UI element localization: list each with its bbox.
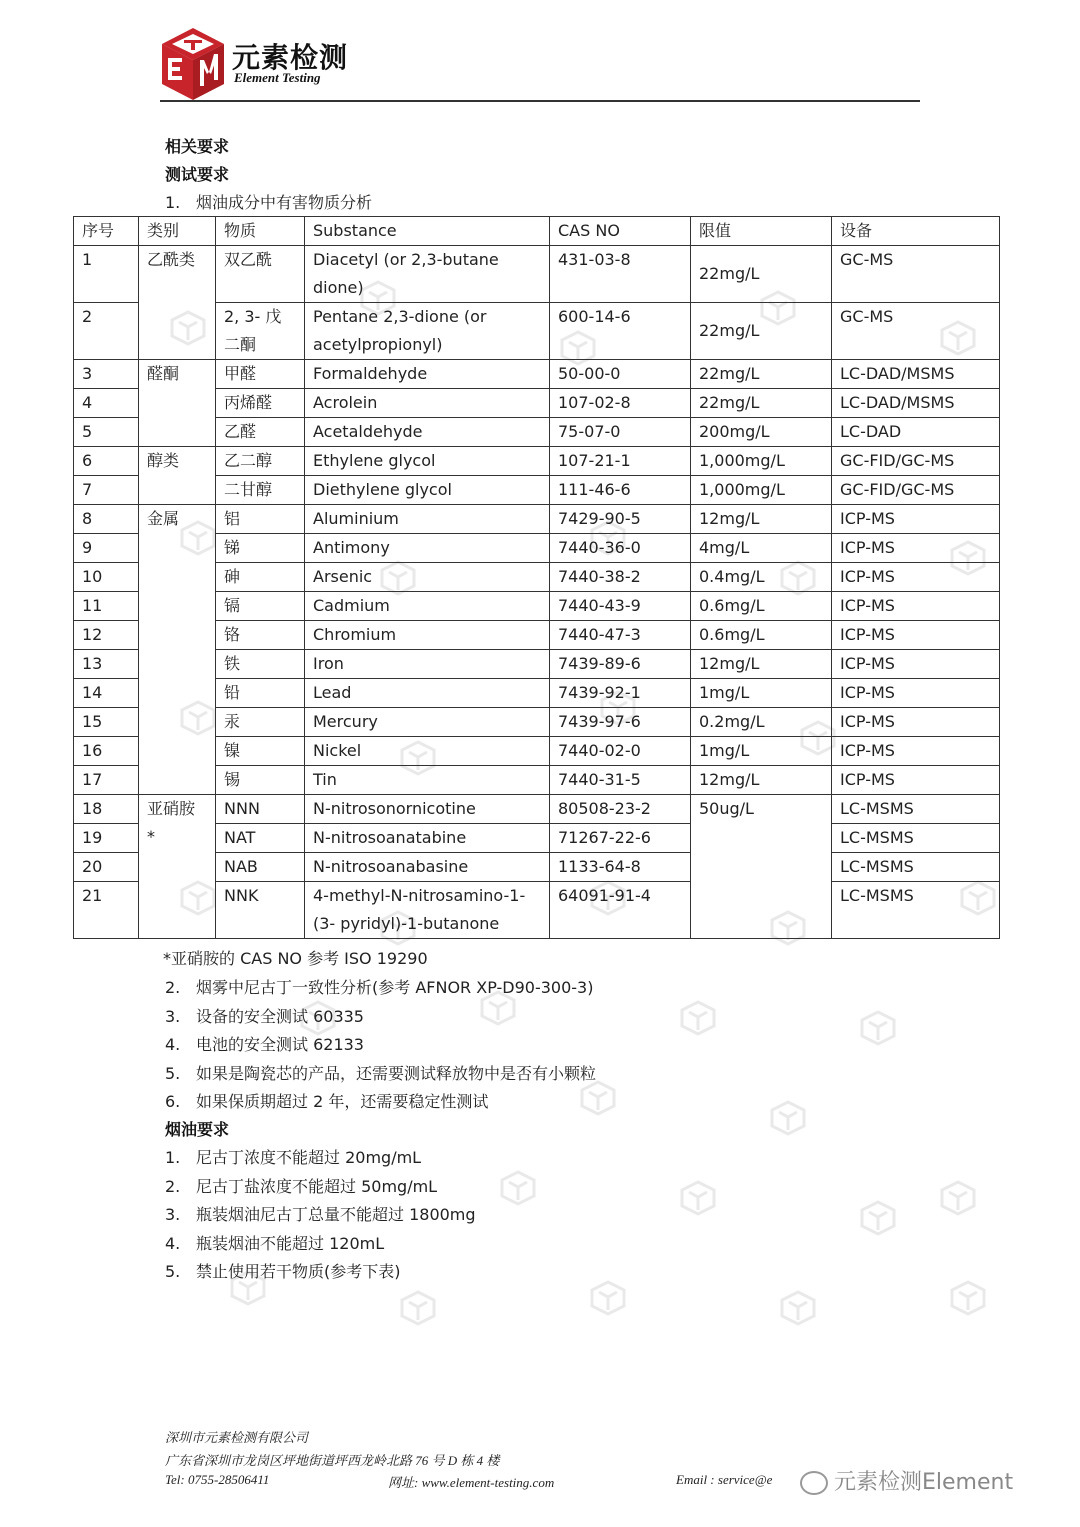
cell-substance-cn: NNK xyxy=(216,882,305,939)
watermark-logo-icon xyxy=(780,1290,816,1326)
test-item-num: 5. xyxy=(165,1063,181,1083)
cell-substance-cn: 锑 xyxy=(216,534,305,563)
cell-cas: 1133-64-8 xyxy=(550,853,691,882)
test-item-text: 烟雾中尼古丁一致性分析(参考 AFNOR XP-D90-300-3) xyxy=(196,978,594,997)
cell-substance-cn: 铅 xyxy=(216,679,305,708)
cell-substance-cn: 铬 xyxy=(216,621,305,650)
cell-equipment: LC-MSMS xyxy=(832,824,1000,853)
cell-substance-cn: 乙二醇 xyxy=(216,447,305,476)
col-header: Substance xyxy=(305,217,550,246)
cell-equipment: ICP-MS xyxy=(832,592,1000,621)
cell-substance-en: N-nitrosoanabasine xyxy=(305,853,550,882)
cell-no: 13 xyxy=(74,650,139,679)
cell-equipment: LC-DAD/MSMS xyxy=(832,360,1000,389)
cell-no: 12 xyxy=(74,621,139,650)
cell-limit: 1mg/L xyxy=(691,679,832,708)
table-row xyxy=(74,246,1000,303)
test-item-num: 2. xyxy=(165,978,181,997)
cell-no: 8 xyxy=(74,505,139,534)
cell-substance-en: Chromium xyxy=(305,621,550,650)
test-item xyxy=(165,1089,488,1112)
cell-limit: 22mg/L xyxy=(691,246,832,303)
cell-substance-en: Aluminium xyxy=(305,505,550,534)
cell-substance-cn: 乙醛 xyxy=(216,418,305,447)
footer-company: 深圳市元素检测有限公司 xyxy=(165,1430,309,1445)
cell-substance-cn: 汞 xyxy=(216,708,305,737)
watermark-logo-icon xyxy=(590,1280,626,1316)
cell-cas: 7440-43-9 xyxy=(550,592,691,621)
oil-item-text: 尼古丁盐浓度不能超过 50mg/mL xyxy=(196,1176,438,1196)
table-row xyxy=(74,447,1000,476)
cell-equipment: LC-MSMS xyxy=(832,795,1000,824)
category-footnote-mark: * xyxy=(147,827,155,846)
col-header: 物质 xyxy=(216,217,305,246)
watermark-logo-icon xyxy=(680,1000,716,1036)
cell-cas: 7440-02-0 xyxy=(550,737,691,766)
watermark-logo-icon xyxy=(940,1180,976,1216)
heading-testing: 测试要求 xyxy=(165,165,230,184)
cell-cas: 64091-91-4 xyxy=(550,882,691,939)
cell-equipment: LC-MSMS xyxy=(832,882,1000,939)
cell-substance-en: Cadmium xyxy=(305,592,550,621)
cell-equipment: ICP-MS xyxy=(832,679,1000,708)
cell-limit: 22mg/L xyxy=(691,389,832,418)
col-header: 序号 xyxy=(74,217,139,246)
cell-equipment: GC-FID/GC-MS xyxy=(832,476,1000,505)
cell-no: 3 xyxy=(74,360,139,389)
cell-equipment: LC-DAD/MSMS xyxy=(832,389,1000,418)
cell-limit: 1mg/L xyxy=(691,737,832,766)
col-header: 设备 xyxy=(832,217,1000,246)
cell-no: 20 xyxy=(74,853,139,882)
cell-substance-cn: NAT xyxy=(216,824,305,853)
cell-limit: 12mg/L xyxy=(691,505,832,534)
cell-substance-cn: 锡 xyxy=(216,766,305,795)
cell-substance-en: Nickel xyxy=(305,737,550,766)
cell-equipment: ICP-MS xyxy=(832,534,1000,563)
cell-substance-cn: NAB xyxy=(216,853,305,882)
cell-category: 醇类 xyxy=(139,447,216,505)
cell-limit: 0.2mg/L xyxy=(691,708,832,737)
cell-category: 醛酮 xyxy=(139,360,216,447)
test-item-text: 如果保质期超过 2 年，还需要稳定性测试 xyxy=(196,1092,489,1111)
cell-cas: 50-00-0 xyxy=(550,360,691,389)
cell-cas: 107-21-1 xyxy=(550,447,691,476)
col-header: CAS NO xyxy=(550,217,691,246)
cell-substance-en: Antimony xyxy=(305,534,550,563)
test-item-text: 如果是陶瓷芯的产品，还需要测试释放物中是否有小颗粒 xyxy=(196,1063,597,1083)
footer-website: 网址: www.element-testing.com xyxy=(388,1475,555,1490)
cell-limit: 12mg/L xyxy=(691,766,832,795)
cell-cas: 7440-47-3 xyxy=(550,621,691,650)
oil-item-text: 瓶装烟油尼古丁总量不能超过 1800mg xyxy=(196,1205,476,1224)
cell-substance-cn: 甲醛 xyxy=(216,360,305,389)
oil-item xyxy=(165,1259,401,1282)
cell-cas: 7439-89-6 xyxy=(550,650,691,679)
cell-cas: 7429-90-5 xyxy=(550,505,691,534)
cell-substance-en: Formaldehyde xyxy=(305,360,550,389)
table-row xyxy=(74,795,1000,824)
cell-category: 金属 xyxy=(139,505,216,795)
oil-item xyxy=(165,1145,421,1168)
cell-no: 16 xyxy=(74,737,139,766)
cell-cas: 111-46-6 xyxy=(550,476,691,505)
test-item xyxy=(165,1004,364,1027)
cell-cas: 7439-97-6 xyxy=(550,708,691,737)
cell-cas: 7440-38-2 xyxy=(550,563,691,592)
header-divider xyxy=(160,100,920,102)
watermark-logo-icon xyxy=(500,1170,536,1206)
oil-item-text: 尼古丁浓度不能超过 20mg/mL xyxy=(196,1148,422,1167)
oil-item-text: 瓶装烟油不能超过 120mL xyxy=(196,1233,385,1253)
cell-substance-en: 4-methyl-N-nitrosamino-1-(3- pyridyl)-1-butanone xyxy=(305,882,550,939)
cell-category: 乙酰类 xyxy=(139,246,216,360)
table-row xyxy=(74,505,1000,534)
cell-no: 9 xyxy=(74,534,139,563)
cell-limit: 12mg/L xyxy=(691,650,832,679)
cell-cas: 107-02-8 xyxy=(550,389,691,418)
oil-item-num: 2. xyxy=(165,1176,181,1196)
footer-tel: Tel: 0755-28506411 xyxy=(165,1472,270,1487)
oil-item-text: 禁止使用若干物质(参考下表) xyxy=(196,1262,401,1281)
cell-equipment: ICP-MS xyxy=(832,766,1000,795)
wechat-label-text: 元素检测Element xyxy=(834,1470,1014,1495)
cell-substance-en: Arsenic xyxy=(305,563,550,592)
cell-equipment: ICP-MS xyxy=(832,621,1000,650)
brand-name-cn: 元素检测 xyxy=(232,41,349,74)
cell-no: 4 xyxy=(74,389,139,418)
watermark-logo-icon xyxy=(950,1280,986,1316)
cell-substance-en: N-nitrosonornicotine xyxy=(305,795,550,824)
category-label: 亚硝胺 xyxy=(147,799,196,818)
test-item-num: 4. xyxy=(165,1035,181,1054)
cell-equipment: LC-MSMS xyxy=(832,853,1000,882)
oil-item-num: 5. xyxy=(165,1262,181,1281)
oil-item-num: 1. xyxy=(165,1148,181,1167)
cell-limit: 1,000mg/L xyxy=(691,476,832,505)
oil-item-num: 3. xyxy=(165,1205,181,1224)
cell-equipment: ICP-MS xyxy=(832,563,1000,592)
cell-cas: 7440-36-0 xyxy=(550,534,691,563)
section1-num: 1. xyxy=(165,193,181,212)
cell-no: 2 xyxy=(74,303,139,360)
cell-substance-en: Tin xyxy=(305,766,550,795)
table-footnote: *亚硝胺的 CAS NO 参考 ISO 19290 xyxy=(163,949,428,968)
watermark-logo-icon xyxy=(770,1100,806,1136)
watermark-logo-icon xyxy=(860,1010,896,1046)
cell-substance-en: Acetaldehyde xyxy=(305,418,550,447)
table-row xyxy=(74,360,1000,389)
brand-name-en: Element Testing xyxy=(234,70,321,85)
cell-no: 6 xyxy=(74,447,139,476)
oil-item-num: 4. xyxy=(165,1233,181,1253)
cell-no: 21 xyxy=(74,882,139,939)
section1-text: 烟油成分中有害物质分析 xyxy=(196,193,373,212)
cell-category xyxy=(139,795,216,939)
watermark-logo-icon xyxy=(680,1180,716,1216)
cell-substance-cn: 2, 3- 戊二酮 xyxy=(216,303,305,360)
col-header: 类别 xyxy=(139,217,216,246)
footer-email: Email : service@e xyxy=(676,1472,773,1487)
watermark-logo-icon xyxy=(400,1290,436,1326)
cell-no: 17 xyxy=(74,766,139,795)
cell-limit: 0.6mg/L xyxy=(691,621,832,650)
table-header-row xyxy=(74,217,1000,246)
harmful-substances-table xyxy=(73,216,1000,939)
test-item xyxy=(165,1061,596,1084)
cell-substance-en: Lead xyxy=(305,679,550,708)
cell-substance-cn: 二甘醇 xyxy=(216,476,305,505)
cell-no: 15 xyxy=(74,708,139,737)
cell-no: 11 xyxy=(74,592,139,621)
cell-substance-en: N-nitrosoanatabine xyxy=(305,824,550,853)
cell-cas: 80508-23-2 xyxy=(550,795,691,824)
heading-related: 相关要求 xyxy=(165,137,230,156)
cell-cas: 71267-22-6 xyxy=(550,824,691,853)
cell-substance-cn: NNN xyxy=(216,795,305,824)
cell-cas: 7440-31-5 xyxy=(550,766,691,795)
cell-limit: 22mg/L xyxy=(691,303,832,360)
test-item-num: 6. xyxy=(165,1092,181,1111)
oil-item xyxy=(165,1174,437,1197)
footer-address: 广东省深圳市龙岗区坪地街道坪西龙岭北路 76 号 D 栋 4 楼 xyxy=(165,1453,500,1468)
cell-no: 10 xyxy=(74,563,139,592)
cell-substance-cn: 丙烯醛 xyxy=(216,389,305,418)
cell-no: 7 xyxy=(74,476,139,505)
cell-no: 1 xyxy=(74,246,139,303)
cell-equipment: ICP-MS xyxy=(832,650,1000,679)
test-item xyxy=(165,1032,364,1055)
cell-substance-en: Diacetyl (or 2,3-butane dione) xyxy=(305,246,550,303)
cell-cas: 75-07-0 xyxy=(550,418,691,447)
cell-no: 18 xyxy=(74,795,139,824)
cell-limit: 4mg/L xyxy=(691,534,832,563)
cell-equipment: GC-FID/GC-MS xyxy=(832,447,1000,476)
oil-item xyxy=(165,1202,476,1225)
cell-equipment: GC-MS xyxy=(832,246,1000,303)
cell-equipment: LC-DAD xyxy=(832,418,1000,447)
cell-substance-en: Diethylene glycol xyxy=(305,476,550,505)
cell-limit: 0.6mg/L xyxy=(691,592,832,621)
cell-substance-cn: 铁 xyxy=(216,650,305,679)
test-item-num: 3. xyxy=(165,1006,181,1026)
wechat-account-label xyxy=(800,1465,1013,1496)
cell-limit: 0.4mg/L xyxy=(691,563,832,592)
cell-limit: 1,000mg/L xyxy=(691,447,832,476)
cell-equipment: ICP-MS xyxy=(832,708,1000,737)
cell-no: 19 xyxy=(74,824,139,853)
cell-cas: 600-14-6 xyxy=(550,303,691,360)
company-logo xyxy=(160,26,360,102)
cell-limit: 50ug/L xyxy=(691,795,832,939)
cell-substance-cn: 砷 xyxy=(216,563,305,592)
cell-limit: 200mg/L xyxy=(691,418,832,447)
section1-title xyxy=(165,190,372,213)
cell-substance-cn: 双乙酰 xyxy=(216,246,305,303)
heading-oil: 烟油要求 xyxy=(165,1120,230,1139)
cell-substance-cn: 镉 xyxy=(216,592,305,621)
watermark-logo-icon xyxy=(580,1080,616,1116)
cell-no: 5 xyxy=(74,418,139,447)
cell-substance-cn: 镍 xyxy=(216,737,305,766)
cell-equipment: GC-MS xyxy=(832,303,1000,360)
cell-substance-en: Mercury xyxy=(305,708,550,737)
wechat-icon xyxy=(800,1471,828,1495)
cell-cas: 7439-92-1 xyxy=(550,679,691,708)
cell-substance-en: Ethylene glycol xyxy=(305,447,550,476)
logo-cube-icon xyxy=(160,26,226,102)
cell-substance-cn: 铝 xyxy=(216,505,305,534)
test-item-text: 电池的安全测试 62133 xyxy=(196,1035,364,1054)
cell-limit: 22mg/L xyxy=(691,360,832,389)
watermark-logo-icon xyxy=(860,1200,896,1236)
test-item xyxy=(165,975,593,998)
cell-cas: 431-03-8 xyxy=(550,246,691,303)
cell-substance-en: Iron xyxy=(305,650,550,679)
col-header: 限值 xyxy=(691,217,832,246)
test-item-text: 设备的安全测试 60335 xyxy=(196,1006,364,1026)
cell-equipment: ICP-MS xyxy=(832,505,1000,534)
oil-item xyxy=(165,1231,384,1254)
cell-equipment: ICP-MS xyxy=(832,737,1000,766)
cell-no: 14 xyxy=(74,679,139,708)
cell-substance-en: Acrolein xyxy=(305,389,550,418)
cell-substance-en: Pentane 2,3-dione (or acetylpropionyl) xyxy=(305,303,550,360)
